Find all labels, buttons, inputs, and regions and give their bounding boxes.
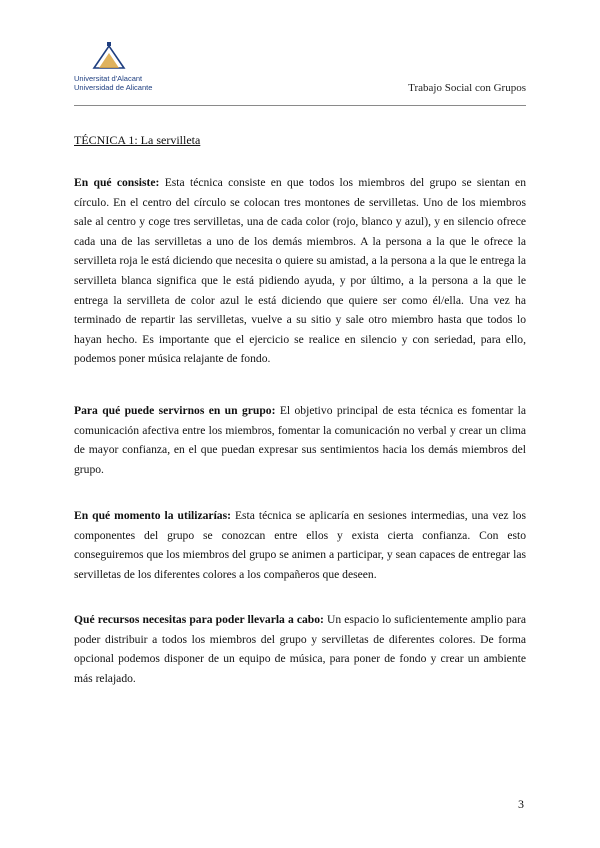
- paragraph-body: Esta técnica se aplicaría en sesiones intermedias, una vez los componentes del grupo se conozcan entre ellos y exista cierta confianza. Con esto conseguiremos que los miembros del grupo se animen a participar, y sean capaces de entregar las servilletas de los diferentes colores a los compañeros que deseen.: [74, 509, 526, 581]
- paragraph-body: El objetivo principal de esta técnica es fomentar la comunicación afectiva entre los miembros, fomentar la comunicación no verbal y crear un clima de mayor confianza, en el que puedan expresar sus sentimientos hacia los demás miembros del grupo.: [74, 404, 526, 476]
- paragraph-para-que: [74, 401, 526, 479]
- paragraph-body: Un espacio lo suficientemente amplio para poder distribuir a todos los miembros del grupo y servilletas de diferentes colores. De forma opcional podemos disponer de un equipo de música, para poner de fondo y crear un ambiente más relajado.: [74, 613, 527, 685]
- paragraph-lead: Para qué puede servirnos en un grupo:: [74, 404, 276, 417]
- university-logo: [74, 40, 156, 96]
- logo-text-line1: Universitat d'Alacant: [74, 74, 143, 83]
- paragraph-lead: Qué recursos necesitas para poder llevarla a cabo:: [74, 613, 324, 626]
- paragraph-lead: En qué consiste:: [74, 176, 160, 189]
- section-title: TÉCNICA 1: La servilleta: [74, 133, 201, 147]
- paragraph-lead: En qué momento la utilizarías:: [74, 509, 231, 522]
- header-title: Trabajo Social con Grupos: [408, 82, 526, 94]
- logo-text-line2: Universidad de Alicante: [74, 83, 153, 92]
- page-number: 3: [518, 797, 524, 811]
- paragraph-en-que-momento: [74, 506, 526, 584]
- university-logo-icon: [92, 40, 126, 70]
- paragraph-que-recursos: [74, 610, 526, 688]
- paragraph-en-que-consiste: [74, 173, 526, 369]
- header-divider: [74, 105, 526, 106]
- paragraph-body: Esta técnica consiste en que todos los miembros del grupo se sientan en círculo. En el centro del círculo se colocan tres montones de servilletas. Uno de los miembros sale al centro y coge tres servilletas, una de cada color (rojo, blanco y azul), y en silencio ofrece cada una de las servilletas a uno de los demás miembros. A la persona a la que le ofrece la servilleta roja le está diciendo que necesita o quiere su amistad, a la persona a la que le entrega la servilleta blanca significa que le está pidiendo ayuda, y por último, a la persona a la que le entrega la servilleta de color azul le está diciendo que quiere ser como él/ella. Una vez ha terminado de repartir las servilletas, vuelve a su sitio y sale otro miembro hasta que todos lo hayan hecho. Es importante que el ejercicio se realice en silencio y con seriedad, para ello, podemos poner música relajante de fondo.: [74, 176, 527, 366]
